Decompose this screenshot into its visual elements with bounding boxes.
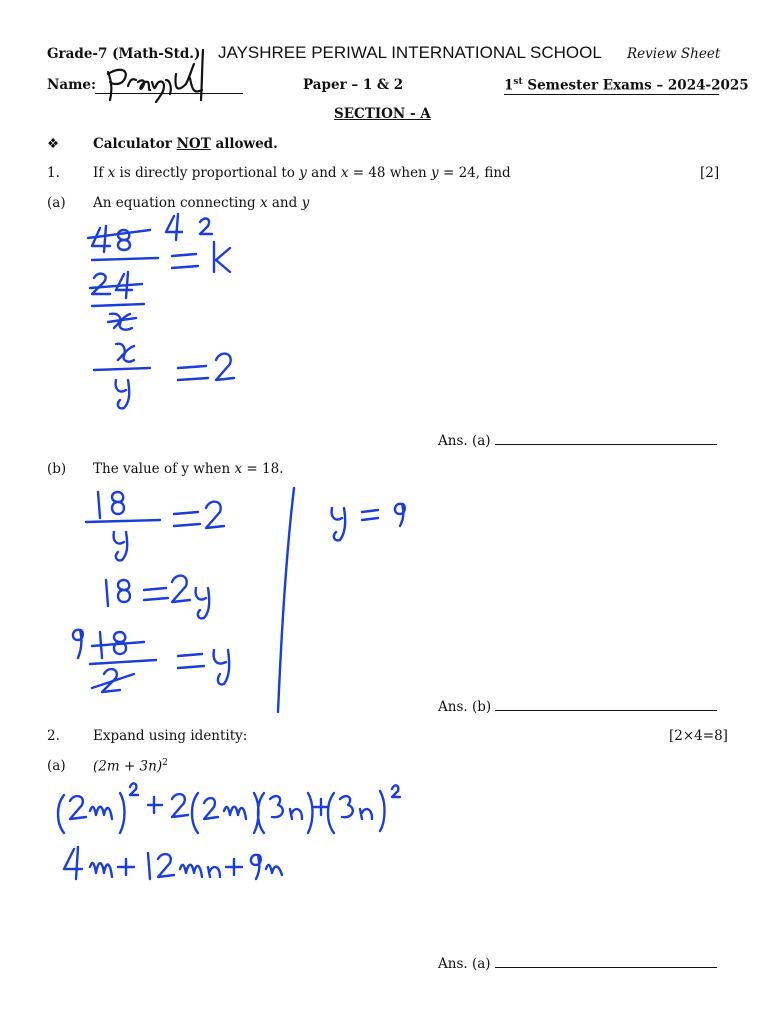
instruction-bullet-icon: ❖ <box>47 136 60 152</box>
name-label: Name: <box>47 77 96 93</box>
grade-label: Grade-7 (Math-Std.) <box>47 46 201 62</box>
q1b-answer-line[interactable] <box>495 698 717 711</box>
instruction-pre: Calculator <box>93 136 177 152</box>
instruction-post: allowed. <box>210 136 278 152</box>
exam-title: Semester Exams – 2024-2025 <box>522 77 749 94</box>
q1b-answer-label: Ans. (b) <box>438 699 492 715</box>
instruction-not: NOT <box>176 136 211 152</box>
calculator-instruction <box>93 136 278 152</box>
q1b-text: The value of y when x = 18. <box>93 461 284 477</box>
q1a-answer-label: Ans. (a) <box>438 433 491 449</box>
q2a-expression <box>93 758 168 775</box>
q2-question: Expand using identity: <box>93 728 248 744</box>
exam-ordinal: 1 <box>504 77 514 94</box>
q1b-answer <box>438 698 717 715</box>
q2a-label: (a) <box>47 758 66 774</box>
q2a-expr-exponent: 2 <box>162 758 168 768</box>
q2a-answer-label: Ans. (a) <box>438 956 491 972</box>
q2a-answer-line[interactable] <box>495 955 717 968</box>
q1a-working <box>80 210 260 410</box>
q1-number: 1. <box>47 165 60 181</box>
q1a-text: An equation connecting x and y <box>93 195 310 211</box>
q2a-answer <box>438 955 717 972</box>
q1-question: If x is directly proportional to y and x = 48 when y = 24, find <box>93 165 511 181</box>
q1-marks: [2] <box>700 165 720 181</box>
school-name: JAYSHREE PERIWAL INTERNATIONAL SCHOOL <box>218 43 602 62</box>
student-signature <box>98 60 208 105</box>
sheet-type: Review Sheet <box>627 46 721 62</box>
q1b-working <box>60 478 440 718</box>
section-title: SECTION - A <box>334 106 431 122</box>
q1a-answer <box>438 432 717 449</box>
q1b-label: (b) <box>47 461 67 477</box>
q2a-expr-base: (2m + 3n) <box>93 758 163 775</box>
q2-number: 2. <box>47 728 60 744</box>
exam-ordinal-suffix: st <box>513 77 523 87</box>
paper-label: Paper – 1 & 2 <box>303 77 404 93</box>
exam-underline <box>504 94 719 95</box>
q1a-answer-line[interactable] <box>495 432 717 445</box>
exam-label <box>504 77 749 94</box>
q1a-label: (a) <box>47 195 66 211</box>
q2-marks: [2×4=8] <box>669 728 728 744</box>
q2a-working <box>50 775 440 895</box>
